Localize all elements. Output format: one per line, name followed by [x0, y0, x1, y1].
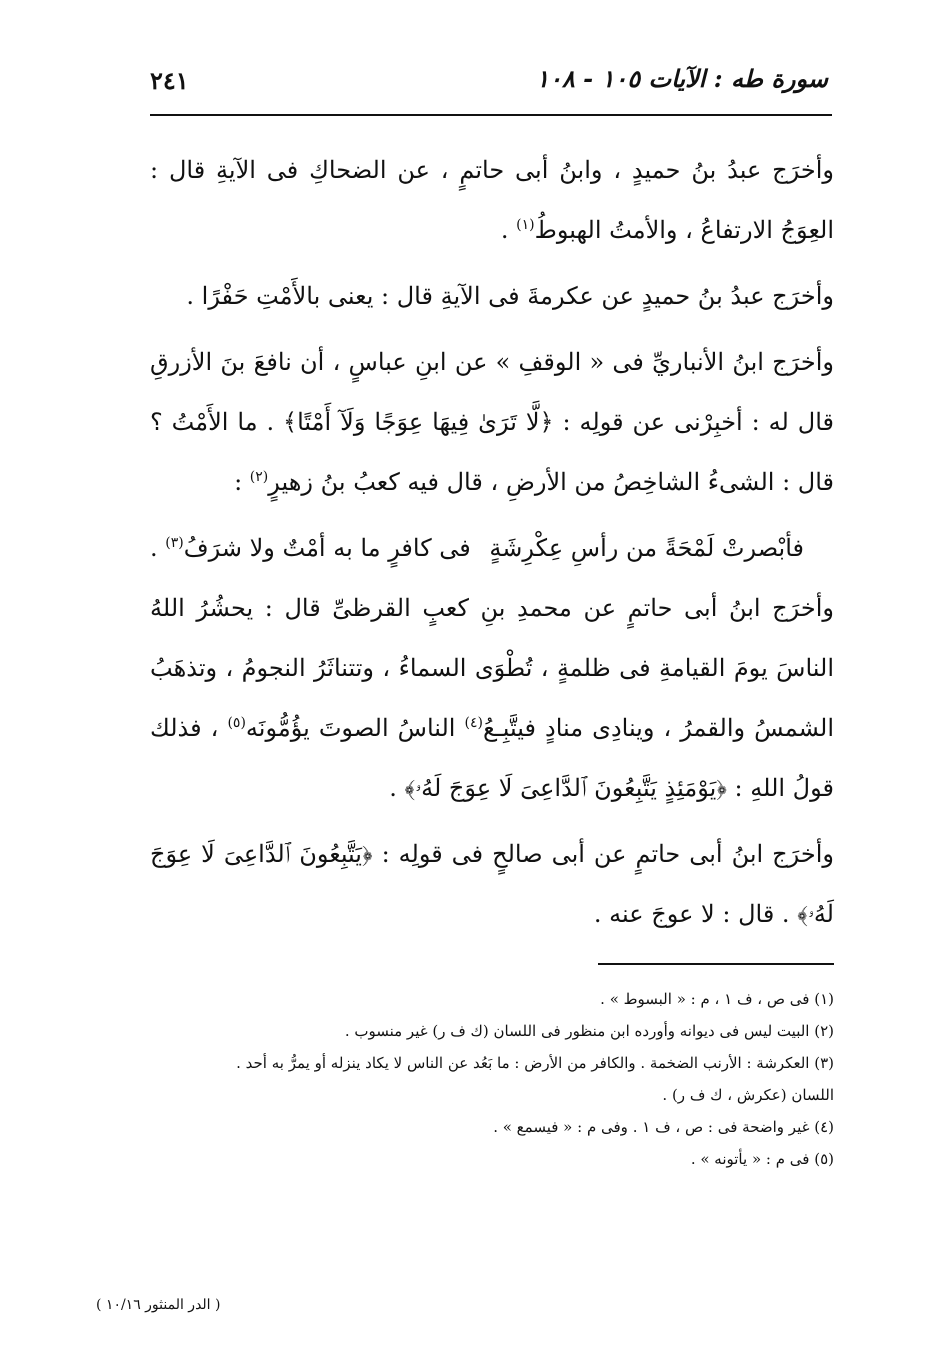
footnote-ref-5[interactable]: (٥) [227, 715, 246, 731]
paragraph-text: وأخرَج ابنُ أبى حاتمٍ عن أبى صالحٍ فى قولِه : ﴿يَتَّبِعُونَ ٱلدَّاعِىَ لَا عِوَجَ لَهُۥ﴾ . قال : لا عوجَ عنه . [150, 840, 834, 928]
paragraph-5 [150, 824, 834, 944]
page-number: ٢٤١ [150, 66, 189, 95]
paragraph-4 [150, 578, 834, 818]
paragraph-text: وأخرَج عبدُ بنُ حميدٍ ، وابنُ أبى حاتمٍ ، عن الضحاكِ فى الآيةِ قال : العِوَجُ الارتفاعُ ، والأمتُ الهبوطُ [150, 156, 834, 244]
footnote-3-continued: اللسان (عكرش ، ك ف ر) . [662, 1086, 834, 1104]
paragraph-tail: : [234, 468, 250, 496]
footnote-ref-2[interactable]: (٢) [249, 469, 269, 485]
verse-hemistich-1: فأبْصرتْ لَمْحَةً من رأسِ عِكْرِشَةٍ [489, 534, 804, 562]
paragraph-tail: . [500, 216, 517, 244]
footnotes [150, 983, 834, 1175]
paragraph-2 [150, 266, 834, 326]
footnote-2: (٢) البيت ليس فى ديوانه وأورده ابن منظور فى اللسان (ك ف ر) غير منسوب . [344, 1022, 834, 1040]
footnote-ref-3[interactable]: (٣) [165, 535, 184, 551]
paragraph-text: وأخرَج عبدُ بنُ حميدٍ عن عكرمةَ فى الآيةِ قال : يعنى بالأَمْتِ حَفْرًا . [186, 282, 834, 310]
paragraph-text: وأخرَج ابنُ الأنباريِّ فى « الوقفِ » عن ابنِ عباسٍ ، أن نافعَ بنَ الأزرقِ قال له : أخبِرْنى عن قولِه : ﴿لَّا تَرَىٰ فِيهَا عِوَجًا وَلَآ أَمْتًا﴾ . ما الأَمْتُ ؟ قال : الشىءُ الشاخِصُ من الأرضِ ، قال فيه كعبُ بنُ زهيرٍ [150, 348, 834, 496]
footnote-5: (٥) فى م : « يأتونه » . [690, 1150, 834, 1168]
volume-reference: ( الدر المنثور ١٠/١٦ ) [96, 1297, 221, 1313]
footnote-ref-4[interactable]: (٤) [464, 715, 483, 731]
verse-tail: . [150, 534, 166, 562]
verse-hemistich-2 [150, 518, 471, 578]
poetry-verse [150, 518, 834, 578]
footnote-separator [598, 963, 834, 965]
header-rule [150, 114, 832, 116]
paragraph-3 [150, 332, 834, 512]
paragraph-text: وأخرَج ابنُ أبى حاتمٍ عن محمدِ بنِ كعبٍ القرظىِّ قال : يحشُرُ اللهُ الناسَ يومَ القيامةِ فى ظلمةٍ ، تُطْوَى السماءُ ، وتتناثَرُ النجومُ ، وتذهَبُ الشمسُ والقمرُ ، وينادِى منادٍ فيتَّبِـعُ [150, 594, 834, 742]
footnote-3: (٣) العكرشة : الأرنب الضخمة . والكافر من الأرض : ما بَعُد عن الناس لا يكاد ينزله أو يمرُّ به أحد . [236, 1054, 834, 1072]
main-text [150, 140, 834, 944]
hemistich-text: فى كافرٍ ما به أمْتٌ ولا شرَفُ [183, 534, 471, 562]
running-header [150, 64, 828, 104]
paragraph-1 [150, 140, 834, 260]
paragraph-tail: ، فذلك قولُ اللهِ : ﴿يَوْمَئِذٍ يَتَّبِعُونَ ٱلدَّاعِىَ لَا عِوَجَ لَهُۥ﴾ . [150, 714, 834, 802]
footnote-ref-1[interactable]: (١) [516, 217, 535, 233]
running-title: سورة طه : الآيات ١٠٥ - ١٠٨ [536, 64, 828, 93]
footnote-4: (٤) غير واضحة فى : ص ، ف ١ . وفى م : « فيسمع » . [493, 1118, 834, 1136]
footnote-1: (١) فى ص ، ف ١ ، م : « البسوط » . [600, 990, 834, 1008]
paragraph-text-continued: الناسُ الصوتَ يؤُمُّونَه [245, 714, 465, 742]
